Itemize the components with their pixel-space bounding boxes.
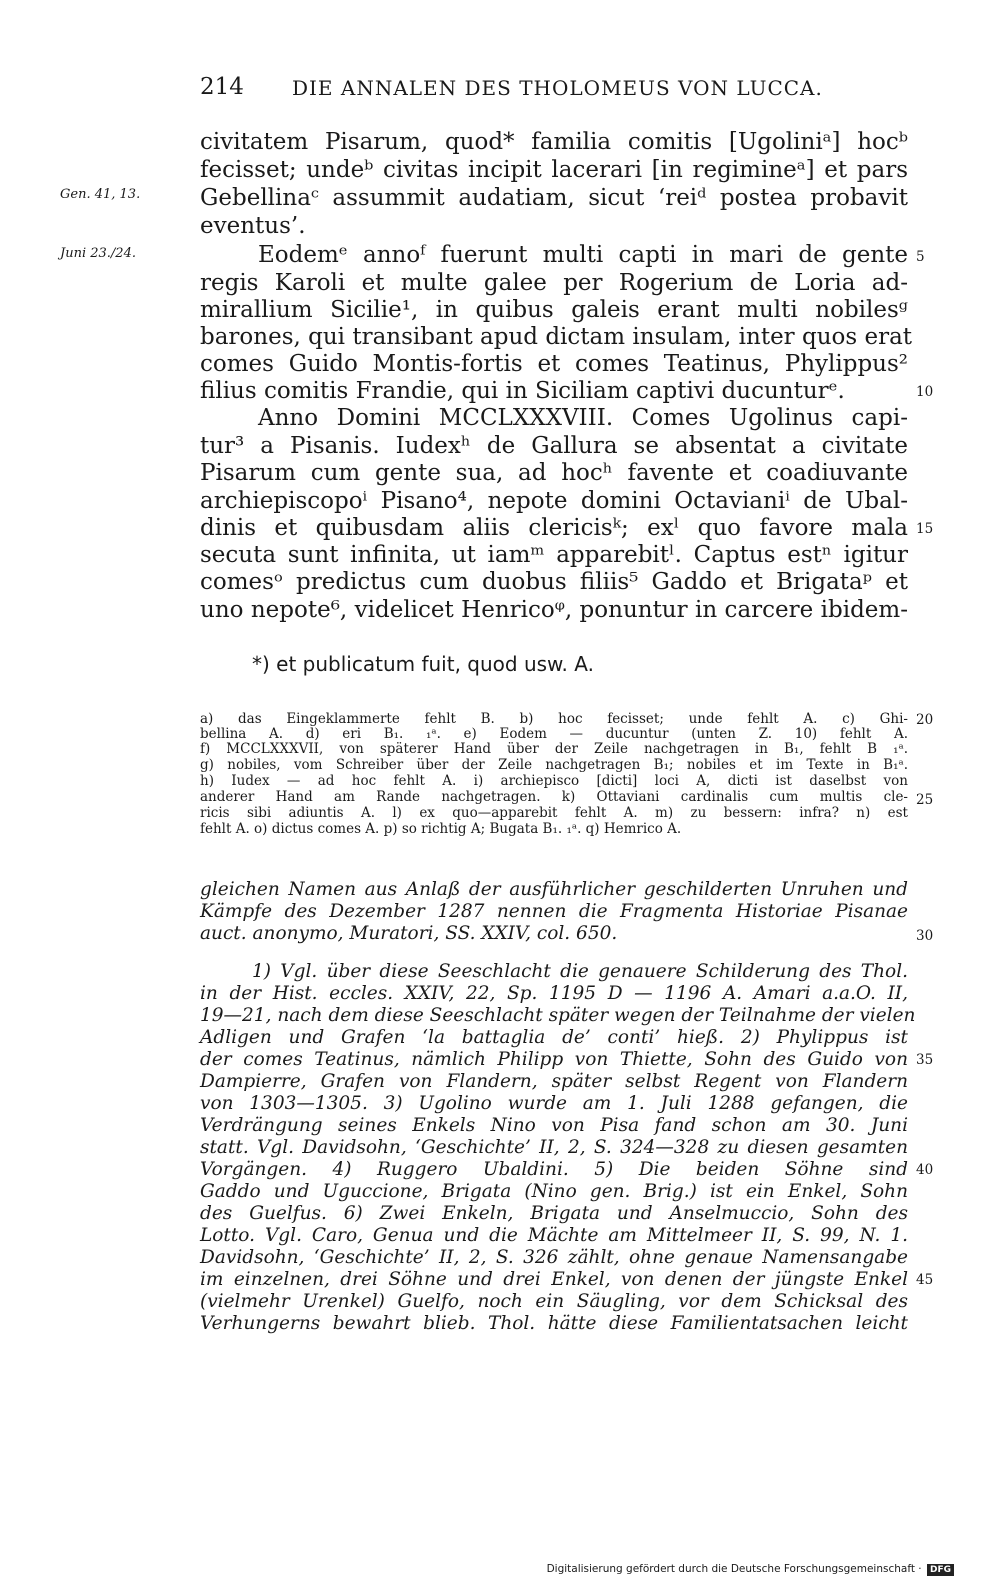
- note-line: Lotto. Vgl. Caro, Genua und die Mächte am Mittelmeer II, S. 99, N. 1.: [200, 1225, 908, 1246]
- note-line: Kämpfe des Dezember 1287 nennen die Fragmenta Historiae Pisanae: [200, 901, 908, 922]
- asterisk-note: *) et publicatum fuit, quod usw. A.: [252, 652, 594, 676]
- main-text-line: tur³ a Pisanis. Iudexʰ de Gallura se absentat a civitate: [200, 433, 908, 459]
- note-line: Adligen und Grafen ‘la battaglia de’ conti’ hieß. 2) Phylippus ist: [200, 1027, 908, 1048]
- apparatus-line: fehlt A. o) dictus comes A. p) so richtig A; Bugata B₁. ₁ᵃ. q) Hemrico A.: [200, 821, 682, 837]
- line-number: 20: [916, 712, 934, 728]
- line-number: 5: [916, 249, 925, 265]
- note-line: Dampierre, Grafen von Flandern, später selbst Regent von Flandern: [200, 1071, 908, 1092]
- note-line: Vorgängen. 4) Ruggero Ubaldini. 5) Die beiden Söhne sind: [200, 1159, 908, 1180]
- note-line: 1) Vgl. über diese Seeschlacht die genauere Schilderung des Thol.: [252, 961, 908, 982]
- main-text-line: filius comitis Frandie, qui in Siciliam captivi ducunturᵉ.: [200, 378, 845, 404]
- footer-text: Digitalisierung gefördert durch die Deutsche Forschungsgemeinschaft ·: [546, 1563, 922, 1575]
- note-line: in der Hist. eccles. XXIV, 22, Sp. 1195 D — 1196 A. Amari a.a.O. II,: [200, 983, 908, 1004]
- note-line: des Guelfus. 6) Zwei Enkeln, Brigata und Anselmuccio, Sohn des: [200, 1203, 908, 1224]
- line-number: 45: [916, 1272, 934, 1288]
- note-line: 19—21, nach dem diese Seeschlacht später wegen der Teilnahme der vielen: [200, 1005, 916, 1026]
- main-text-line: fecisset; undeᵇ civitas incipit lacerari [in regimineᵃ] et pars: [200, 157, 908, 183]
- digitization-footer: [547, 1563, 954, 1576]
- main-text-line: Eodemᵉ annoᶠ fuerunt multi capti in mari de gente: [258, 242, 908, 268]
- margin-note: Juni 23./24.: [60, 246, 136, 261]
- dfg-logo: DFG: [927, 1564, 954, 1576]
- main-text-line: Anno Domini MCCLXXXVIII. Comes Ugolinus capi-: [258, 405, 908, 431]
- main-text-line: barones, qui transibant apud dictam insulam, inter quos erat: [200, 324, 913, 350]
- main-text-line: Gebellinaᶜ assummit audatiam, sicut ‘reiᵈ postea probavit: [200, 185, 908, 211]
- line-number: 40: [916, 1162, 934, 1178]
- note-line: der comes Teatinus, nämlich Philipp von Thiette, Sohn des Guido von: [200, 1049, 908, 1070]
- apparatus-line: g) nobiles, vom Schreiber über der Zeile nachgetragen B₁; nobiles et im Texte in B₁ᵃ.: [200, 757, 908, 773]
- apparatus-line: h) Iudex — ad hoc fehlt A. i) archiepisco [dicti] loci A, dicti ist daselbst von: [200, 773, 908, 789]
- line-number: 30: [916, 928, 934, 944]
- note-line: (vielmehr Urenkel) Guelfo, noch ein Säugling, vor dem Schicksal des: [200, 1291, 908, 1312]
- apparatus-line: a) das Eingeklammerte fehlt B. b) hoc fecisset; unde fehlt A. c) Ghi-: [200, 711, 908, 727]
- main-text-line: eventus’.: [200, 213, 306, 239]
- note-line: Verdrängung seines Enkels Nino von Pisa fand schon am 30. Juni: [200, 1115, 908, 1136]
- note-line: Davidsohn, ‘Geschichte’ II, 2, S. 326 zählt, ohne genaue Namensangabe: [200, 1247, 908, 1268]
- main-text-line: Pisarum cum gente sua, ad hocʰ favente et coadiuvante: [200, 460, 908, 486]
- main-text-line: secuta sunt infinita, ut iamᵐ apparebitˡ. Captus estⁿ igitur: [200, 542, 908, 568]
- page-number: 214: [200, 74, 244, 100]
- main-text-line: archiepiscopoⁱ Pisano⁴, nepote domini Octavianiⁱ de Ubal-: [200, 488, 908, 514]
- note-line: auct. anonymo, Muratori, SS. XXIV, col. 650.: [200, 923, 618, 944]
- note-line: gleichen Namen aus Anlaß der ausführlicher geschilderten Unruhen und: [200, 879, 908, 900]
- apparatus-line: bellina A. d) eri B₁. ₁ᵃ. e) Eodem — ducuntur (unten Z. 10) fehlt A.: [200, 726, 908, 742]
- main-text-line: uno nepote⁶, videlicet Henricoᵠ, ponuntur in carcere ibidem-: [200, 597, 908, 623]
- page-header: [200, 74, 910, 104]
- main-text-line: comes Guido Montis-fortis et comes Teatinus, Phylippus²: [200, 351, 908, 377]
- apparatus-line: ricis sibi adiuntis A. l) ex quo—apparebit fehlt A. m) zu bessern: infra? n) est: [200, 805, 908, 821]
- note-line: statt. Vgl. Davidsohn, ‘Geschichte’ II, 2, S. 324—328 zu diesen gesamten: [200, 1137, 908, 1158]
- note-line: von 1303—1305. 3) Ugolino wurde am 1. Juli 1288 gefangen, die: [200, 1093, 908, 1114]
- main-text-line: regis Karoli et multe galee per Rogerium de Loria ad-: [200, 270, 908, 296]
- main-text-line: mirallium Sicilie¹, in quibus galeis erant multi nobilesᵍ: [200, 297, 908, 323]
- running-title: DIE ANNALEN DES THOLOMEUS VON LUCCA.: [292, 76, 823, 100]
- line-number: 25: [916, 792, 934, 808]
- line-number: 10: [916, 384, 934, 400]
- margin-note: Gen. 41, 13.: [60, 187, 141, 202]
- line-number: 35: [916, 1052, 934, 1068]
- note-line: Verhungerns bewahrt blieb. Thol. hätte diese Familientatsachen leicht: [200, 1313, 908, 1334]
- note-line: im einzelnen, drei Söhne und drei Enkel, von denen der jüngste Enkel: [200, 1269, 908, 1290]
- note-line: Gaddo und Uguccione, Brigata (Nino gen. Brig.) ist ein Enkel, Sohn: [200, 1181, 908, 1202]
- apparatus-line: f) MCCLXXXVII, von späterer Hand über der Zeile nachgetragen in B₁, fehlt B ₁ᵃ.: [200, 741, 908, 757]
- apparatus-line: anderer Hand am Rande nachgetragen. k) Ottaviani cardinalis cum multis cle-: [200, 789, 908, 805]
- main-text-line: civitatem Pisarum, quod* familia comitis [Ugoliniᵃ] hocᵇ: [200, 129, 908, 155]
- line-number: 15: [916, 521, 934, 537]
- main-text-line: dinis et quibusdam aliis clericisᵏ; exˡ quo favore mala: [200, 515, 908, 541]
- main-text-line: comesᵒ predictus cum duobus filiis⁵ Gaddo et Brigataᵖ et: [200, 569, 908, 595]
